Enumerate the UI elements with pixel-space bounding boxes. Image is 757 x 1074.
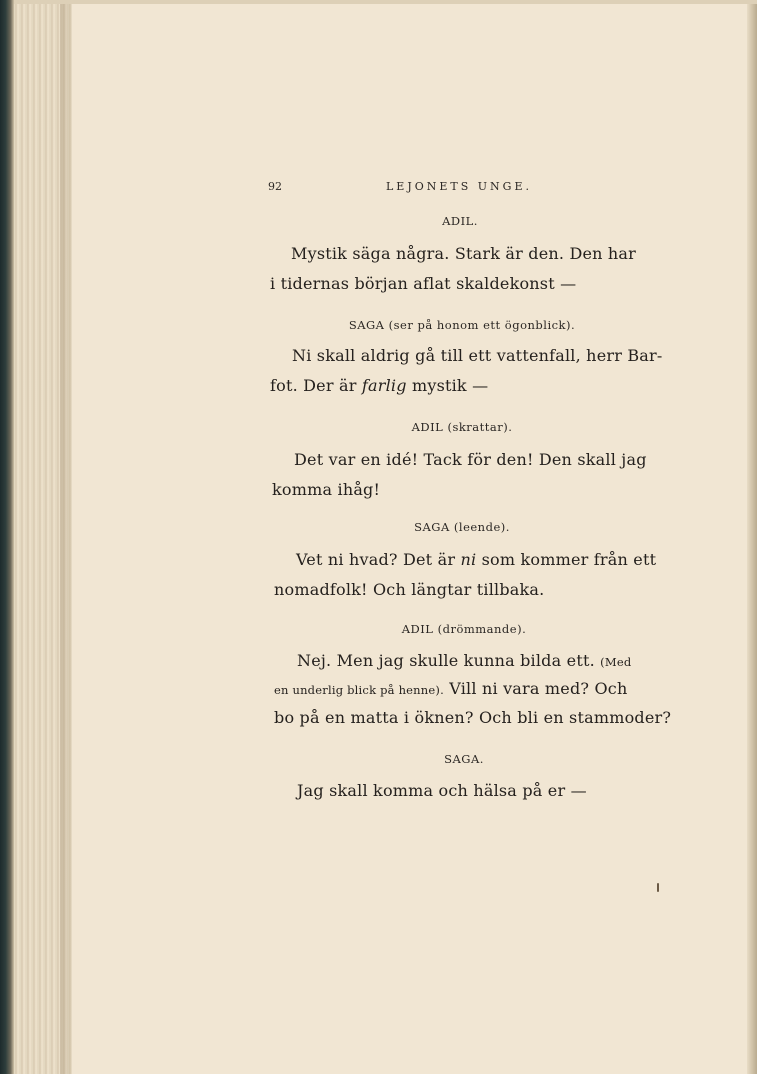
- page-number: 92: [268, 180, 282, 193]
- dialogue-line: Vet ni hvad? Det är ni som kommer från ett: [296, 550, 657, 569]
- speaker-heading: SAGA (ser på honom ett ögonblick).: [348, 318, 576, 332]
- speaker-heading: ADIL (drömmande).: [401, 622, 527, 636]
- dialogue-line: Nej. Men jag skulle kunna bilda ett. (Med: [297, 651, 632, 670]
- emphasis: ni: [460, 550, 477, 569]
- page-right-edge: [747, 0, 757, 1074]
- speaker-heading: SAGA (leende).: [414, 520, 510, 534]
- book-page: [72, 0, 747, 1074]
- dialogue-line: komma ihåg!: [272, 480, 381, 499]
- dialogue-line: fot. Der är farlig mystik —: [270, 376, 489, 395]
- stage-direction: (Med: [600, 655, 632, 669]
- dialogue-line: Jag skall komma och hälsa på er —: [297, 781, 587, 800]
- dialogue-line: Det var en idé! Tack för den! Den skall jag: [294, 450, 647, 469]
- dialogue-line: Ni skall aldrig gå till ett vattenfall, herr Bar-: [292, 346, 663, 365]
- dialogue-line: bo på en matta i öknen? Och bli en stammoder?: [274, 708, 672, 727]
- speaker-heading: ADIL (skrattar).: [411, 420, 513, 434]
- paper-speck: [657, 883, 659, 892]
- emphasis: farlig: [361, 376, 407, 395]
- speaker-heading: ADIL.: [442, 214, 478, 228]
- book-spine-edge: [0, 0, 14, 1074]
- speaker-heading: SAGA.: [444, 752, 484, 766]
- dialogue-line: Mystik säga några. Stark är den. Den har: [291, 244, 637, 263]
- dialogue-line: en underlig blick på henne). Vill ni vara med? Och: [274, 679, 628, 698]
- dialogue-line: i tidernas början aflat skaldekonst —: [270, 274, 577, 293]
- stage-direction: en underlig blick på henne).: [274, 683, 444, 697]
- dialogue-line: nomadfolk! Och längtar tillbaka.: [274, 580, 545, 599]
- page-top-edge: [14, 0, 757, 4]
- running-title: LEJONETS UNGE.: [386, 180, 532, 193]
